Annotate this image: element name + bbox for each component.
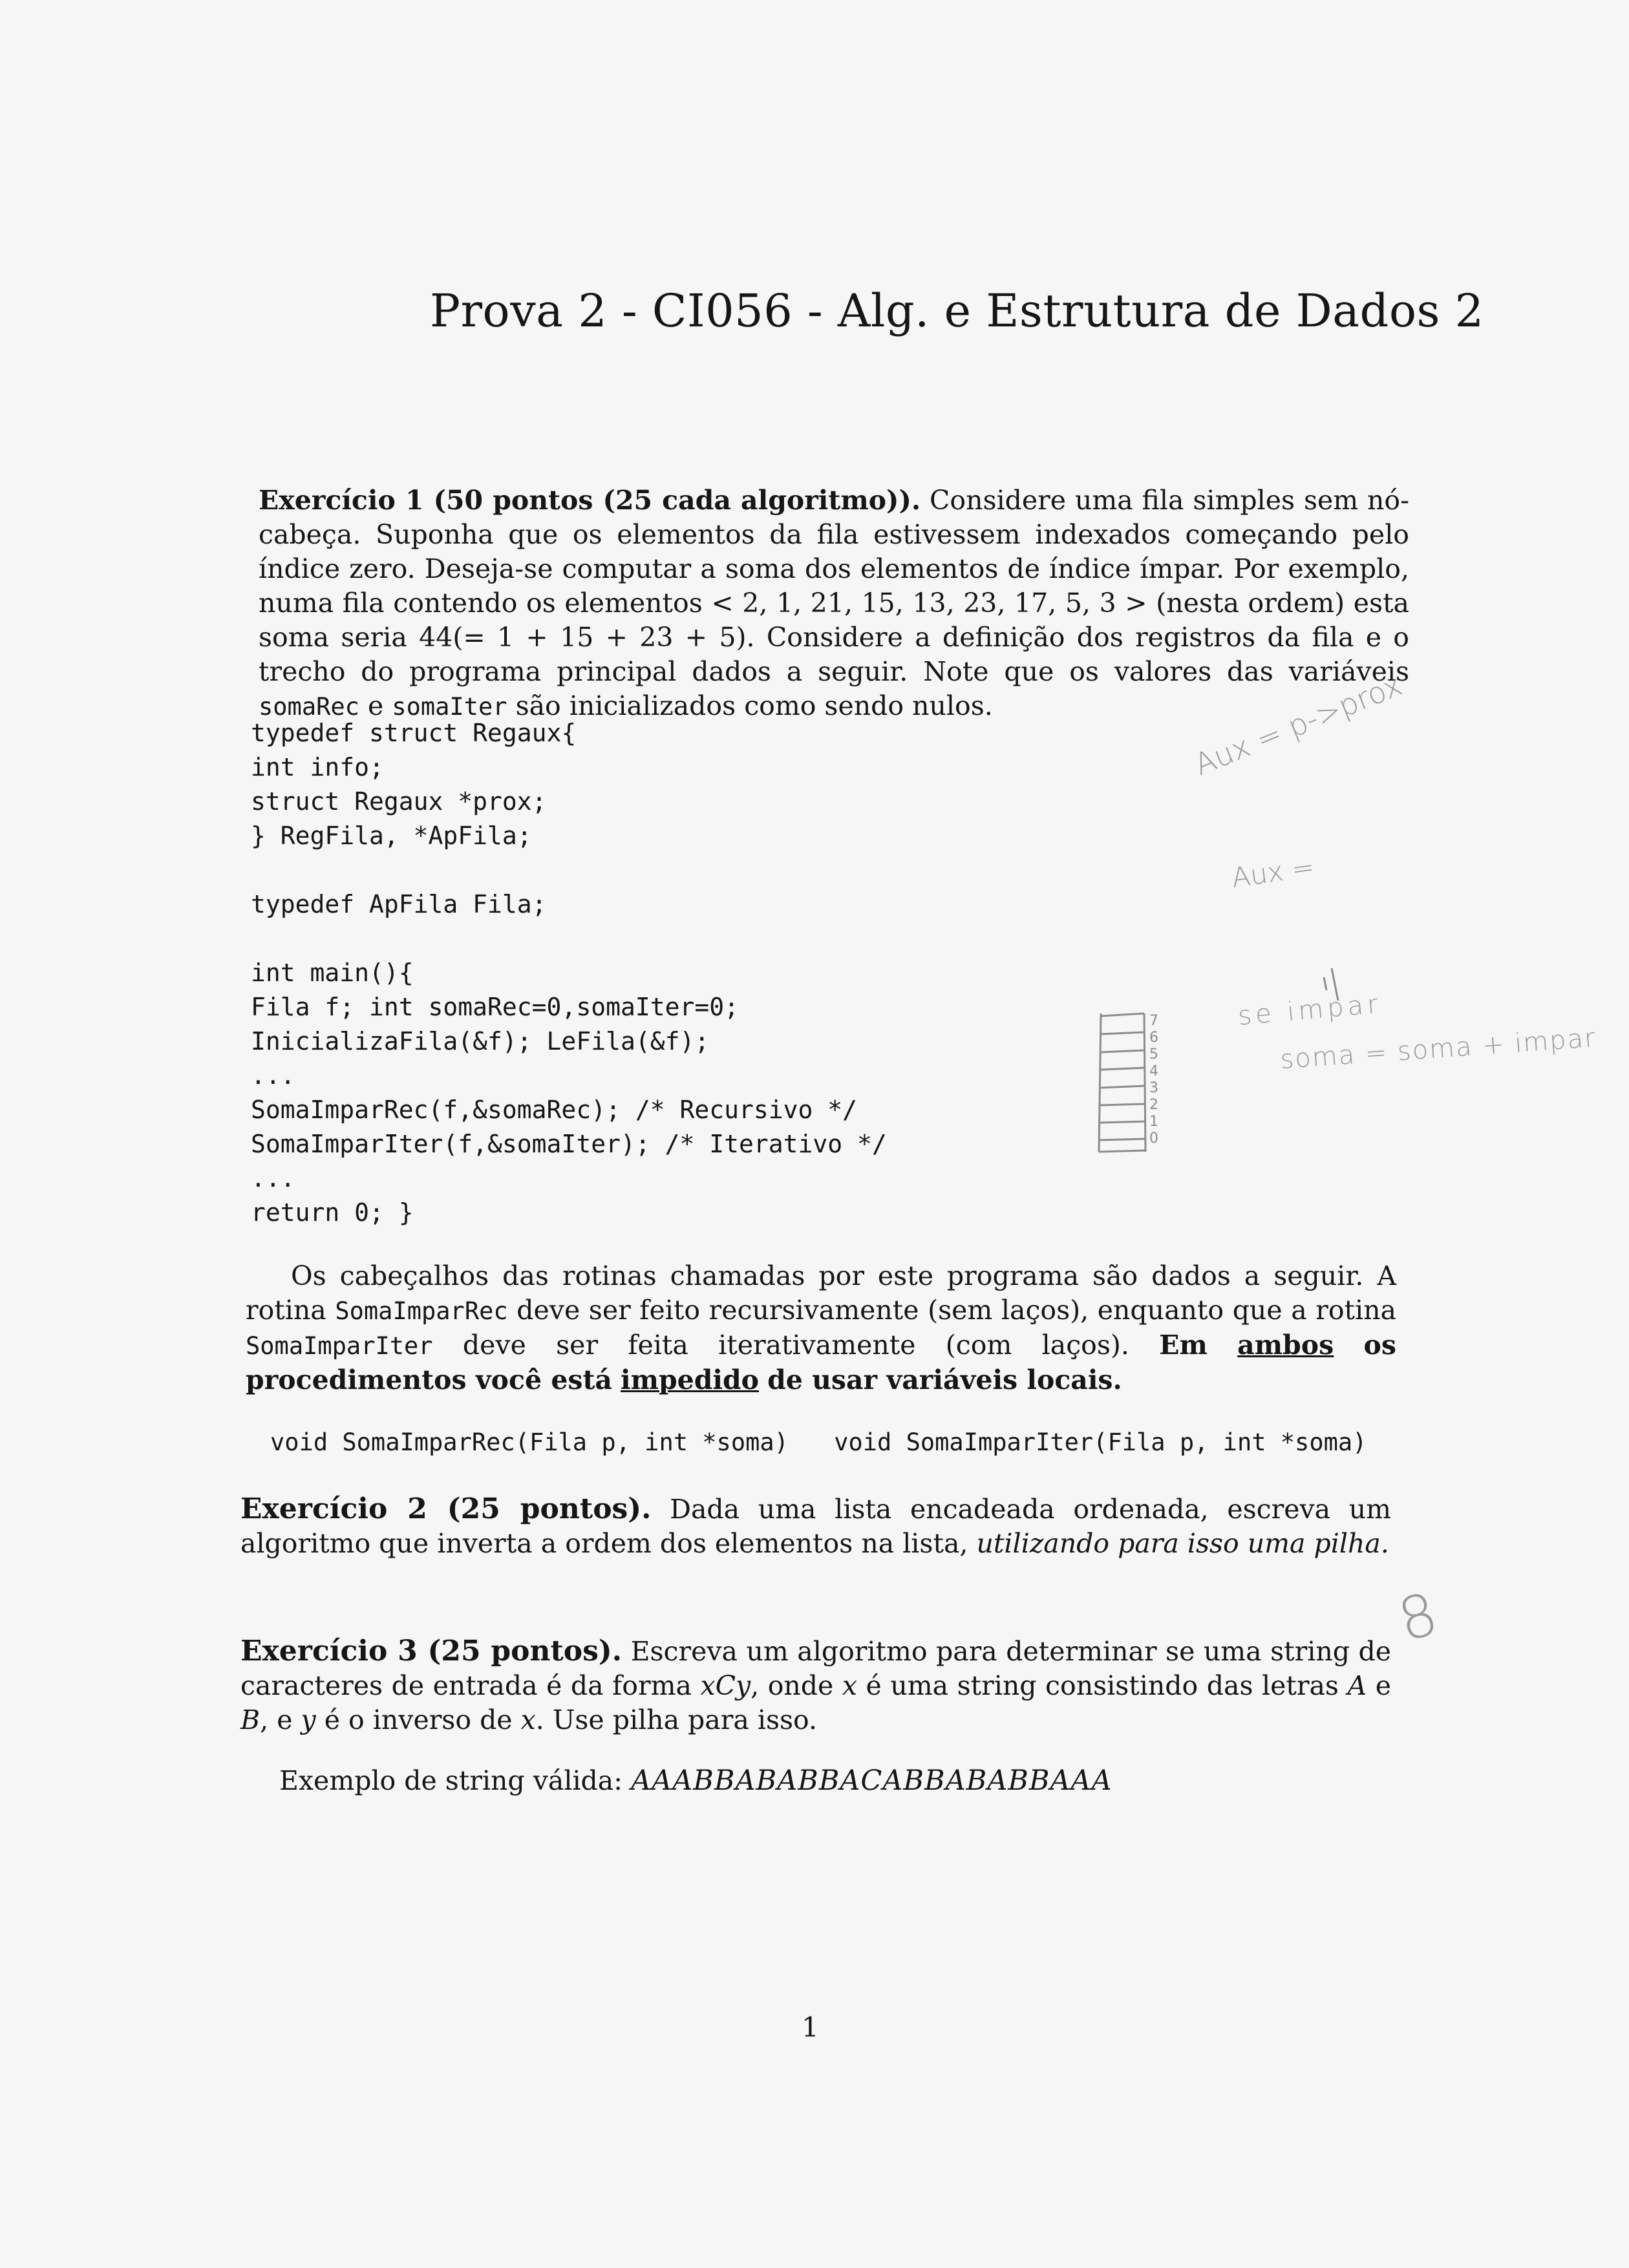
exercise-2-label: Exercício 2 (25 pontos). xyxy=(240,1492,652,1525)
fn-somaimparrec: SomaImparRec xyxy=(335,1297,508,1325)
ex3-letter-b: B xyxy=(240,1704,261,1735)
restriction-bold-3: de usar variáveis locais. xyxy=(767,1364,1122,1395)
exercise-1-label: Exercício 1 (50 pontos (25 cada algoritmo)). xyxy=(259,485,921,516)
ex3-text-3: é uma string consistindo das letras xyxy=(866,1670,1339,1701)
restriction-underlined-2: impedido xyxy=(621,1364,760,1395)
ex3-text-2: , onde xyxy=(751,1670,834,1701)
handwritten-grade: 8 xyxy=(1391,1580,1445,1655)
exercise-2-italic: utilizando para isso uma pilha. xyxy=(976,1528,1389,1559)
ex3-text-1: Escreva um algoritmo para determinar se uma string de caracteres de entrada é da forma xyxy=(240,1636,1391,1701)
stack-index-1: 1 xyxy=(1149,1114,1158,1130)
ex3-and: e xyxy=(1375,1670,1391,1701)
exercise-1-text-end: são inicializados como sendo nulos. xyxy=(515,690,993,721)
conjunction: e xyxy=(367,690,384,721)
stack-index-5: 5 xyxy=(1149,1046,1158,1063)
var-somarec: somaRec xyxy=(259,693,359,721)
stack-index-2: 2 xyxy=(1149,1097,1158,1113)
routines-text-1: Os cabeçalhos das rotinas chamadas por este programa são dados a seguir. A rotina xyxy=(246,1260,1396,1326)
example-value: AAABBABABBACABBABABBAAA xyxy=(631,1765,1113,1797)
ex3-text-5: . Use pilha para isso. xyxy=(535,1704,818,1735)
page-number: 1 xyxy=(802,2011,819,2043)
restriction-underlined-1: ambos xyxy=(1237,1330,1334,1361)
ex3-comma-and: , e xyxy=(260,1704,293,1735)
exercise-3-label: Exercício 3 (25 pontos). xyxy=(240,1635,623,1668)
stack-index-7: 7 xyxy=(1149,1013,1158,1029)
handwritten-note-aux: Aux = xyxy=(1230,851,1317,894)
page-title: Prova 2 - CI056 - Alg. e Estrutura de Dados 2 xyxy=(430,284,1484,337)
code-listing: typedef struct Regaux{ int info; struct Regaux *prox; } RegFila, *ApFila; typedef ApFila Fila; int main(){ Fila f; int somaRec=0,somaIter=0; InicializaFila(&f); LeFila(&f); ... SomaImparRec(f,&somaRec); /* Recursivo */ SomaImparIter(f,&somaIter); /* Iterativo */ ... return 0; } xyxy=(251,719,887,1227)
var-somaiter: somaIter xyxy=(392,693,507,721)
ex3-var-y: y xyxy=(301,1704,316,1735)
ex3-text-4: é o inverso de xyxy=(324,1704,513,1735)
stack-index-0: 0 xyxy=(1149,1130,1158,1147)
header-somaimparrec: void SomaImparRec(Fila p, int *soma) xyxy=(270,1428,789,1456)
routines-text-2: deve ser feito recursivamente (sem laços), enquanto que a rotina xyxy=(516,1295,1396,1326)
fn-somaimpariter: SomaImparIter xyxy=(246,1332,433,1360)
restriction-bold-2: os procedimentos você está xyxy=(246,1330,1396,1395)
handwritten-note-se-impar: se impar xyxy=(1237,989,1383,1032)
ex3-var-x-2: x xyxy=(520,1704,536,1735)
ex3-var-x: x xyxy=(842,1670,857,1701)
stack-index-6: 6 xyxy=(1149,1030,1158,1046)
ex3-form: xCy xyxy=(700,1670,751,1701)
exercise-1-text: Considere uma fila simples sem nó-cabeça. Suponha que os elementos da fila estivessem indexados começando pelo índice zero. Deseja-se computar a soma dos elementos de índice ímpar. Por exemplo, numa fila contendo os elementos < 2, 1, 21, 15, 13, 23, 17, 5, 3 > (nesta ordem) esta soma seria 44(= 1 + 15 + 23 + 5). Considere a definição dos registros da fila e o trecho do programa principal dados a seguir. Note que os valores das variáveis xyxy=(259,485,1409,687)
restriction-bold-1: Em xyxy=(1159,1330,1208,1361)
header-somaimpariter: void SomaImparIter(Fila p, int *soma) xyxy=(834,1428,1367,1456)
handwritten-note-aux-prox: Aux = p->prox xyxy=(1189,667,1407,783)
handwritten-note-soma: soma = soma + impar xyxy=(1279,1023,1597,1076)
stack-index-3: 3 xyxy=(1149,1080,1158,1096)
routines-text-3: deve ser feita iterativamente (com laços). xyxy=(462,1330,1129,1361)
example-label: Exemplo de string válida: xyxy=(279,1765,623,1796)
exercise-2-text: Dada uma lista encadeada ordenada, escreva um algoritmo que inverta a ordem dos elementos na lista, xyxy=(240,1494,1392,1559)
ex3-letter-a: A xyxy=(1347,1670,1367,1701)
stack-index-4: 4 xyxy=(1149,1063,1158,1079)
